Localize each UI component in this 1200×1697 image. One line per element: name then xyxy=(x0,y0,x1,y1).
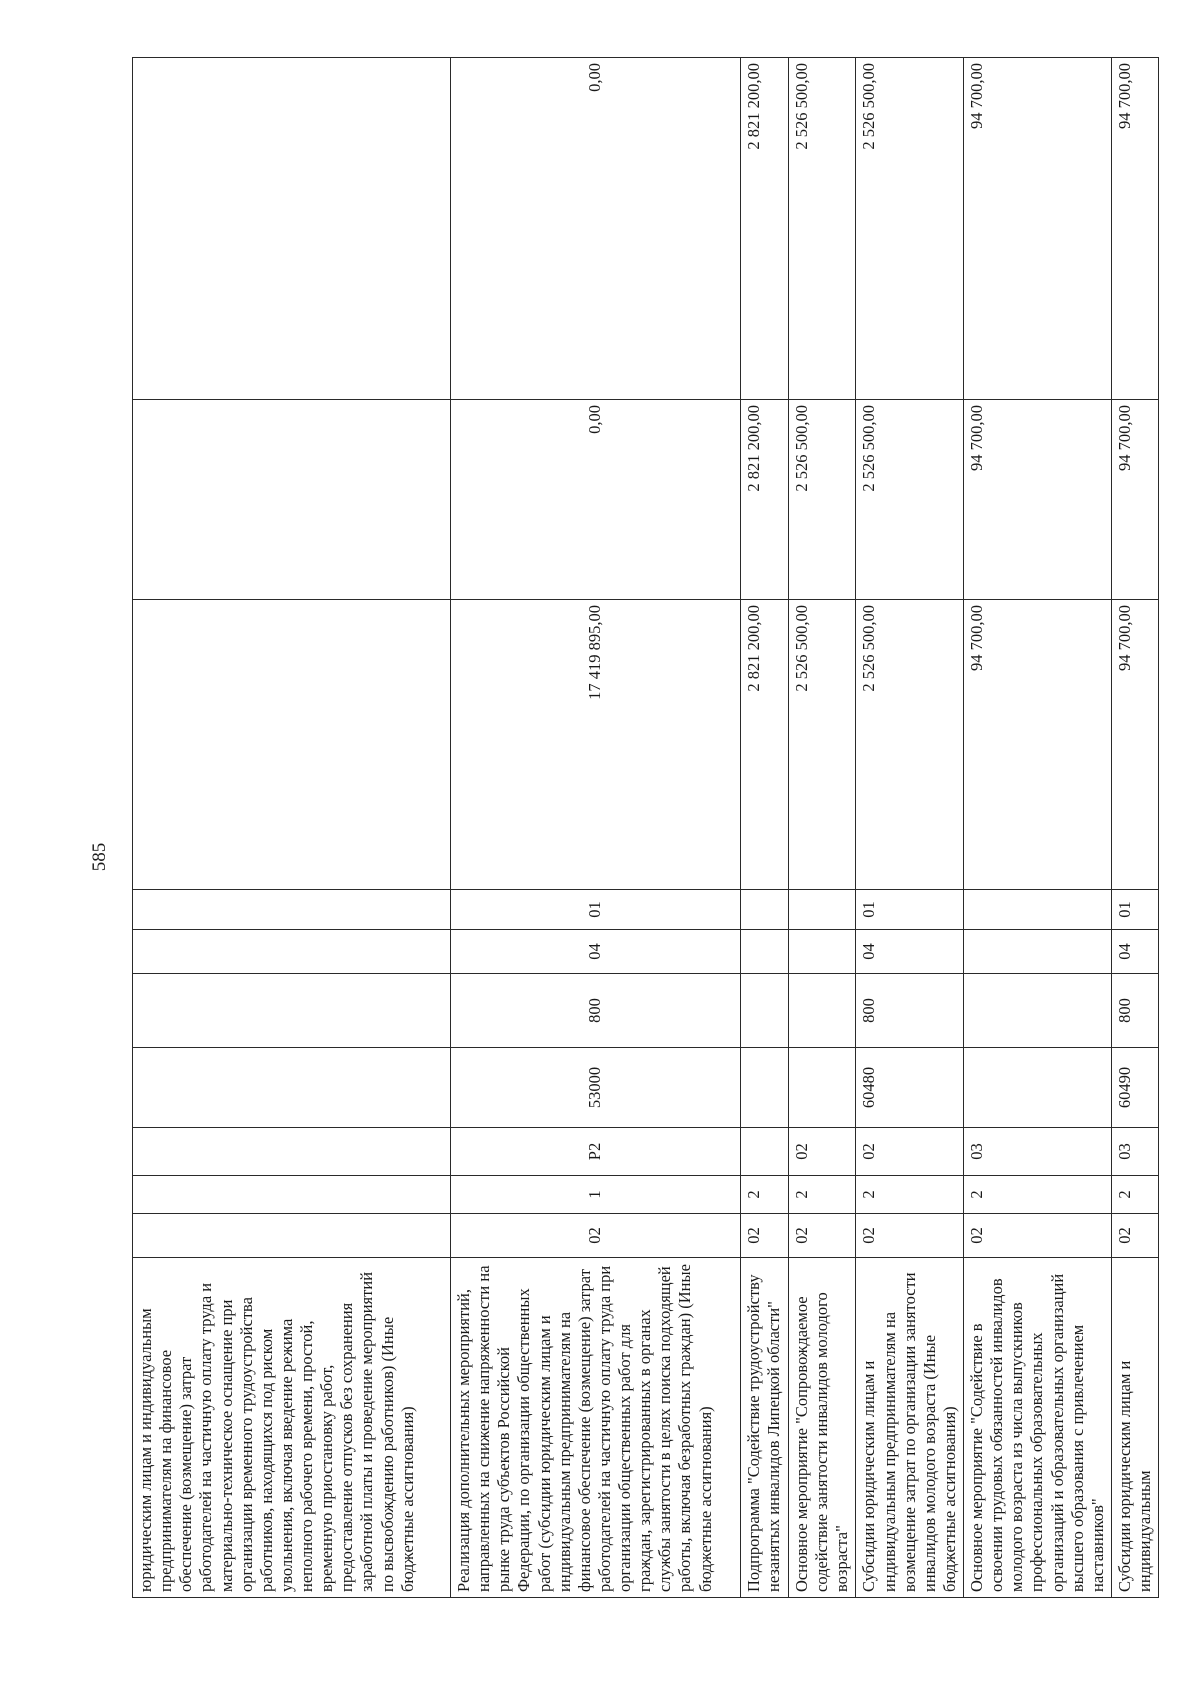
page-number: 585 xyxy=(89,842,110,872)
om-code xyxy=(133,1128,451,1176)
om-code: 03 xyxy=(964,1128,1112,1176)
gp-code xyxy=(133,1214,451,1258)
pp-code: 2 xyxy=(789,1176,856,1214)
row-name: Подпрограмма "Содействие трудоустройству незанятых инвалидов Липецкой области" xyxy=(741,1258,789,1598)
table-row xyxy=(1111,58,1158,1598)
om-code: 02 xyxy=(789,1128,856,1176)
direction-code: 60490 xyxy=(1111,1048,1158,1128)
pp-code: 2 xyxy=(741,1176,789,1214)
gp-code: 02 xyxy=(964,1214,1112,1258)
direction-code: 60480 xyxy=(856,1048,964,1128)
sum-year-2: 2 821 200,00 xyxy=(741,400,789,600)
row-name: Субсидии юридическим лицам и индивидуальным предпринимателям на возмещение затрат по организации занятости инвалидов молодого возраста (Иные бюджетные ассигнования) xyxy=(856,1258,964,1598)
sum-year-3: 0,00 xyxy=(451,58,741,400)
sum-year-2: 2 526 500,00 xyxy=(856,400,964,600)
table-row xyxy=(451,58,741,1598)
gp-code: 02 xyxy=(741,1214,789,1258)
expense-type-code: 800 xyxy=(451,974,741,1048)
pp-code xyxy=(133,1176,451,1214)
sum-year-1: 94 700,00 xyxy=(1111,600,1158,890)
section-code xyxy=(133,930,451,974)
sum-year-3 xyxy=(133,58,451,400)
row-name: юридическим лицам и индивидуальным предпринимателям на финансовое обеспечение (возмещение) затрат работодателей на частичную оплату труда и материально-техническое оснащение при организации временного трудоустройства работников, находящихся под риском увольнения, включая введение режима неполного рабочего времени, простой, временную приостановку работ, предоставление отпусков без сохранения заработной платы и проведение мероприятий по высвобождению работников) (Иные бюджетные ассигнования) xyxy=(133,1258,451,1598)
subsection-code: 01 xyxy=(1111,890,1158,930)
om-code: P2 xyxy=(451,1128,741,1176)
sum-year-1 xyxy=(133,600,451,890)
table-row xyxy=(741,58,789,1598)
sum-year-1: 2 821 200,00 xyxy=(741,600,789,890)
sum-year-2: 2 526 500,00 xyxy=(789,400,856,600)
subsection-code xyxy=(789,890,856,930)
rotated-page-content xyxy=(132,58,1154,1598)
pp-code: 2 xyxy=(856,1176,964,1214)
table-row xyxy=(856,58,964,1598)
sum-year-3: 2 526 500,00 xyxy=(789,58,856,400)
sum-year-3: 2 526 500,00 xyxy=(856,58,964,400)
row-name: Субсидии юридическим лицам и индивидуальным xyxy=(1111,1258,1158,1598)
expense-type-code xyxy=(741,974,789,1048)
subsection-code xyxy=(964,890,1112,930)
gp-code: 02 xyxy=(789,1214,856,1258)
sum-year-3: 94 700,00 xyxy=(964,58,1112,400)
direction-code xyxy=(789,1048,856,1128)
row-name: Основное мероприятие "Содействие в освоении трудовых обязанностей инвалидов молодого возраста из числа выпускников профессиональных образовательных организаций и образовательных организаций высшего образования с привлечением наставников" xyxy=(964,1258,1112,1598)
row-name: Основное мероприятие "Сопровождаемое содействие занятости инвалидов молодого возраста" xyxy=(789,1258,856,1598)
direction-code xyxy=(741,1048,789,1128)
expense-type-code xyxy=(789,974,856,1048)
sum-year-2: 0,00 xyxy=(451,400,741,600)
section-code: 04 xyxy=(451,930,741,974)
sum-year-1: 2 526 500,00 xyxy=(789,600,856,890)
pp-code: 1 xyxy=(451,1176,741,1214)
sum-year-3: 94 700,00 xyxy=(1111,58,1158,400)
sum-year-2: 94 700,00 xyxy=(964,400,1112,600)
expense-type-code xyxy=(133,974,451,1048)
subsection-code xyxy=(741,890,789,930)
direction-code xyxy=(133,1048,451,1128)
gp-code: 02 xyxy=(1111,1214,1158,1258)
om-code xyxy=(741,1128,789,1176)
direction-code: 53000 xyxy=(451,1048,741,1128)
sum-year-1: 94 700,00 xyxy=(964,600,1112,890)
sum-year-2 xyxy=(133,400,451,600)
direction-code xyxy=(964,1048,1112,1128)
sum-year-2: 94 700,00 xyxy=(1111,400,1158,600)
table-row xyxy=(964,58,1112,1598)
expense-type-code xyxy=(964,974,1112,1048)
pp-code: 2 xyxy=(1111,1176,1158,1214)
subsection-code xyxy=(133,890,451,930)
section-code: 04 xyxy=(856,930,964,974)
section-code: 04 xyxy=(1111,930,1158,974)
gp-code: 02 xyxy=(451,1214,741,1258)
subsection-code: 01 xyxy=(451,890,741,930)
expense-type-code: 800 xyxy=(1111,974,1158,1048)
pp-code: 2 xyxy=(964,1176,1112,1214)
om-code: 03 xyxy=(1111,1128,1158,1176)
gp-code: 02 xyxy=(856,1214,964,1258)
subsection-code: 01 xyxy=(856,890,964,930)
section-code xyxy=(789,930,856,974)
row-name: Реализация дополнительных мероприятий, направленных на снижение напряженности на рынке труда субъектов Российской Федерации, по организации общественных работ (субсидии юридическим лицам и индивидуальным предпринимателям на финансовое обеспечение (возмещение) затрат работодателей на частичную оплату труда при организации общественных работ для граждан, зарегистрированных в органах службы занятости в целях поиска подходящей работы, включая безработных граждан) (Иные бюджетные ассигнования) xyxy=(451,1258,741,1598)
sum-year-1: 17 419 895,00 xyxy=(451,600,741,890)
expense-type-code: 800 xyxy=(856,974,964,1048)
sum-year-3: 2 821 200,00 xyxy=(741,58,789,400)
sum-year-1: 2 526 500,00 xyxy=(856,600,964,890)
table-row xyxy=(133,58,451,1598)
om-code: 02 xyxy=(856,1128,964,1176)
section-code xyxy=(741,930,789,974)
section-code xyxy=(964,930,1112,974)
budget-table xyxy=(132,57,1159,1598)
table-row xyxy=(789,58,856,1598)
